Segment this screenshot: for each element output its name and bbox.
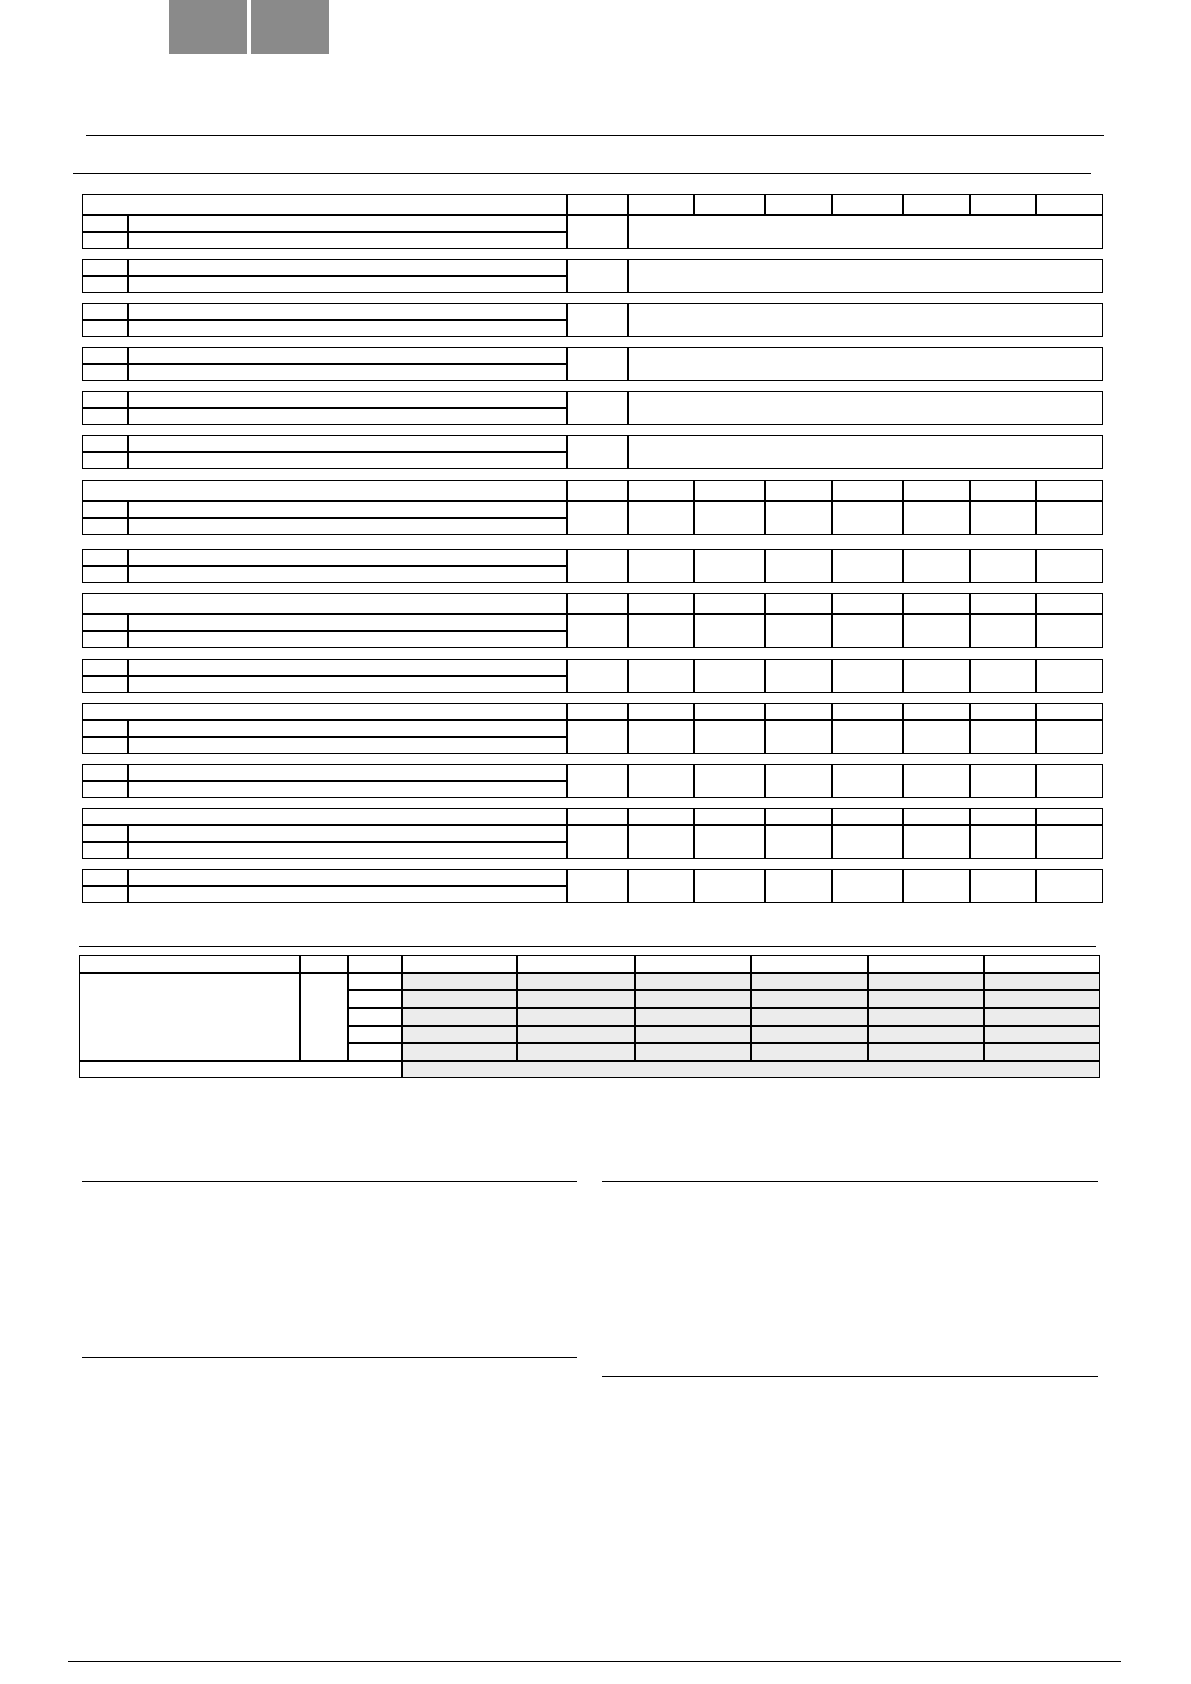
summary-row-2-value-cell [751, 990, 868, 1008]
summary-row-4-value-cell [868, 1026, 984, 1043]
summary-row-1-value-cell [402, 973, 517, 990]
summary-row-4-value-cell [635, 1026, 751, 1043]
summary-row-1-value-cell [517, 973, 635, 990]
summary-row-2-value-cell [868, 990, 984, 1008]
summary-row-4-value-cell [751, 1026, 868, 1043]
summary-header-value-cell [402, 955, 517, 973]
summary-row-3-key-cell [348, 1008, 402, 1026]
summary-total-label-cell [79, 1061, 402, 1078]
summary-row-2-value-cell [984, 990, 1100, 1008]
right-column-rule-bottom [602, 1376, 1098, 1377]
summary-row-3-value-cell [751, 1008, 868, 1026]
summary-header-value-cell [751, 955, 868, 973]
summary-header-value-cell [868, 955, 984, 973]
summary-merged-col2-cell [300, 973, 348, 1061]
summary-row-5-value-cell [751, 1043, 868, 1061]
summary-header-value-cell [517, 955, 635, 973]
summary-row-5-value-cell [635, 1043, 751, 1061]
summary-row-1-value-cell [635, 973, 751, 990]
summary-header-value-cell [635, 955, 751, 973]
summary-merged-label-cell [79, 973, 300, 1061]
summary-row-4-value-cell [517, 1026, 635, 1043]
summary-row-3-value-cell [635, 1008, 751, 1026]
right-column-rule-top [602, 1181, 1098, 1182]
summary-row-1-key-cell [348, 973, 402, 990]
summary-row-4-value-cell [984, 1026, 1100, 1043]
summary-row-5-value-cell [402, 1043, 517, 1061]
left-column-rule-bottom [82, 1357, 577, 1358]
summary-row-1-value-cell [984, 973, 1100, 990]
left-column-rule-top [82, 1181, 577, 1182]
summary-row-4-key-cell [348, 1026, 402, 1043]
footer-rule [68, 1661, 1121, 1662]
summary-row-2-key-cell [348, 990, 402, 1008]
summary-row-5-value-cell [517, 1043, 635, 1061]
summary-row-5-value-cell [868, 1043, 984, 1061]
summary-row-5-key-cell [348, 1043, 402, 1061]
summary-row-3-value-cell [402, 1008, 517, 1026]
summary-header-value-cell [984, 955, 1100, 973]
summary-row-2-value-cell [635, 990, 751, 1008]
summary-total-value-cell [402, 1061, 1100, 1078]
summary-row-3-value-cell [868, 1008, 984, 1026]
summary-row-3-value-cell [984, 1008, 1100, 1026]
summary-header-col3-cell [348, 955, 402, 973]
summary-row-5-value-cell [984, 1043, 1100, 1061]
summary-row-2-value-cell [517, 990, 635, 1008]
summary-row-1-value-cell [751, 973, 868, 990]
summary-row-4-value-cell [402, 1026, 517, 1043]
summary-header-col2-cell [300, 955, 348, 973]
summary-row-3-value-cell [517, 1008, 635, 1026]
summary-row-1-value-cell [868, 973, 984, 990]
summary-row-2-value-cell [402, 990, 517, 1008]
summary-header-label-cell [79, 955, 300, 973]
